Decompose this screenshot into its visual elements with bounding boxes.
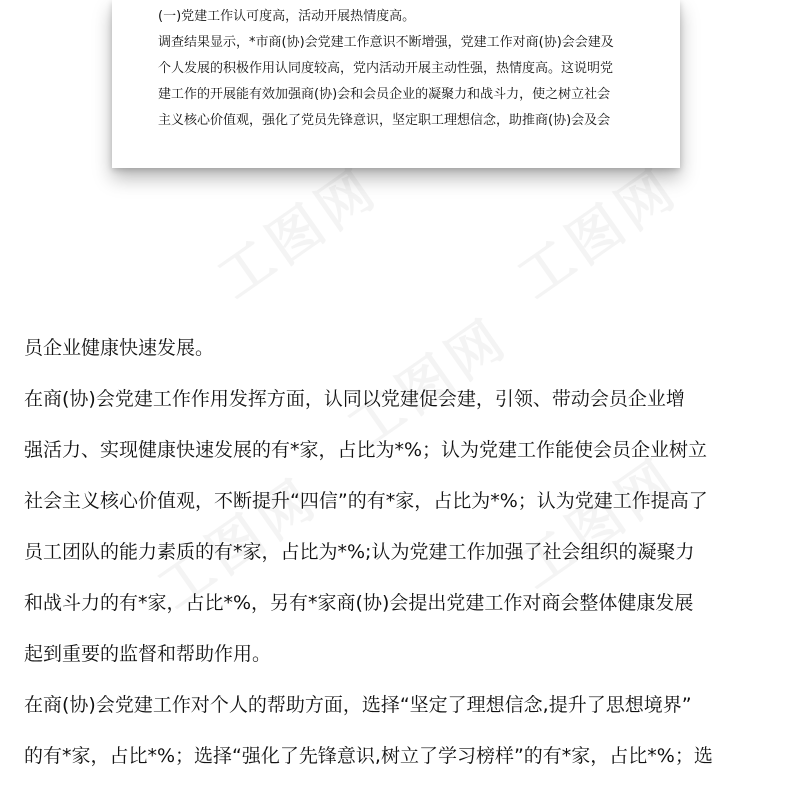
paragraph-gap [24,366,780,381]
paragraph-gap [24,570,780,585]
body-line: 员企业健康快速发展。 [24,337,215,359]
document-preview-card [112,0,680,168]
paragraph-gap [24,519,780,534]
body-line: 员工团队的能力素质的有*家，占比为*%;认为党建工作加强了社会组织的凝聚力 [24,541,695,563]
body-line: 起到重要的监督和帮助作用。 [24,643,272,665]
paragraph-gap [24,621,780,636]
paragraph-gap [24,672,780,687]
body-line: 在商(协)会党建工作作用发挥方面，认同以党建促会建，引领、带动会员企业增 [24,388,685,410]
body-line: 社会主义核心价值观，不断提升“四信”的有*家，占比为*%；认为党建工作提高了 [24,490,708,512]
paragraph-gap [24,723,780,738]
body-line: 在商(协)会党建工作对个人的帮助方面，选择“坚定了理想信念,提升了思想境界” [24,694,692,716]
document-preview-text [158,4,658,134]
paragraph-gap [24,417,780,432]
body-line: 的有*家，占比*%；选择“强化了先锋意识,树立了学习榜样”的有*家，占比*%；选 [24,745,713,767]
preview-line: 调查结果显示，*市商(协)会党建工作意识不断增强，党建工作对商(协)会会建及 [158,35,614,50]
preview-line: 主义核心价值观，强化了党员先锋意识，坚定职工理想信念，助推商(协)会及会 [158,113,611,128]
watermark [200,147,392,313]
body-line: 强活力、实现健康快速发展的有*家，占比为*%；认为党建工作能使会员企业树立 [24,439,708,461]
body-line: 和战斗力的有*家，占比*%，另有*家商(协)会提出党建工作对商会整体健康发展 [24,592,694,614]
preview-line: 个人发展的积极作用认同度较高，党内活动开展主动性强，热情度高。这说明党 [158,61,614,76]
preview-heading: (一)党建工作认可度高，活动开展热情度高。 [158,9,416,24]
paragraph-gap [24,468,780,483]
preview-line: 建工作的开展能有效加强商(协)会和会员企业的凝聚力和战斗力，使之树立社会 [158,87,611,102]
document-body [24,330,780,774]
watermark [500,147,692,313]
